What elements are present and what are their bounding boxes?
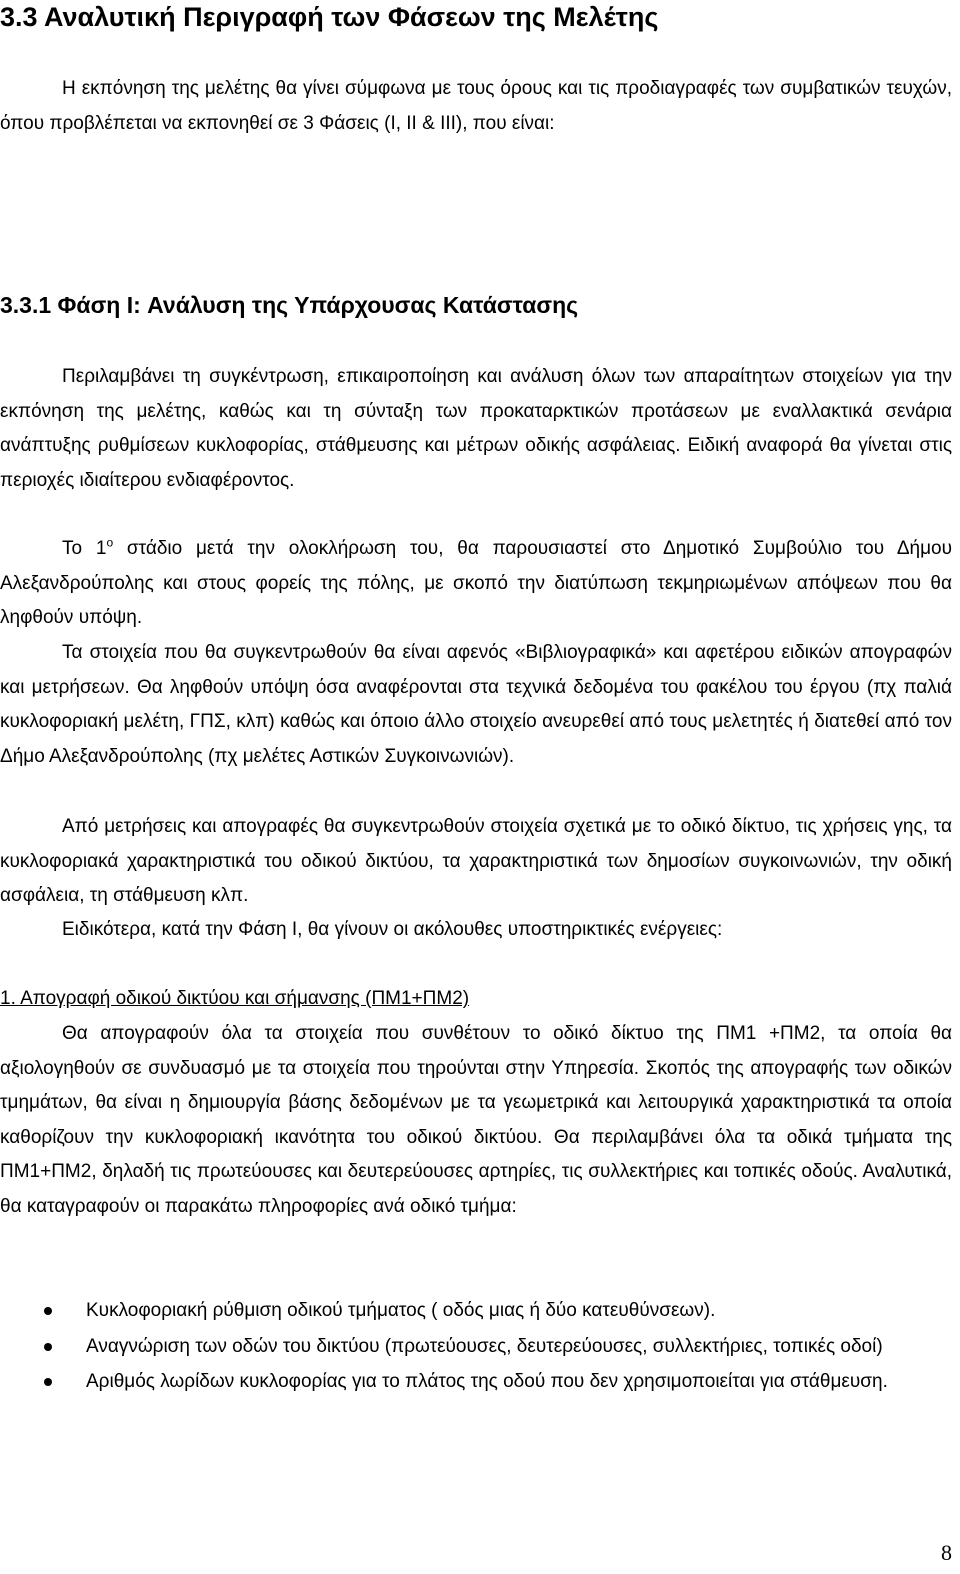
paragraph-5 — [0, 913, 952, 948]
bullet-dot-icon — [44, 1343, 52, 1351]
paragraph-2-start: Το 1 — [62, 538, 107, 559]
paragraph-4 — [0, 810, 952, 914]
paragraph-4-text: Από μετρήσεις και απογραφές θα συγκεντρωθούν στοιχεία σχετικά με το οδικό δίκτυο, τις χρήσεις γης, τα κυκλοφοριακά χαρακτηριστικά του οδικού δικτύου, τα χαρακτηριστικά των δημοσίων συγκοινωνιών, την οδική ασφάλεια, τη στάθμευση κλπ. — [0, 816, 952, 906]
superscript-o: ο — [106, 535, 114, 550]
bullet-dot-icon — [44, 1378, 52, 1386]
bullet-text: Αριθμός λωρίδων κυκλοφορίας για το πλάτος της οδού που δεν χρησιμοποιείται για στάθμευση. — [86, 1371, 888, 1392]
paragraph-6 — [0, 1017, 952, 1224]
bullet-item — [0, 1294, 952, 1329]
bullet-list — [0, 1294, 952, 1400]
paragraph-1 — [0, 360, 952, 498]
bullet-item — [0, 1365, 952, 1400]
paragraph-2-rest: στάδιο μετά την ολοκλήρωση του, θα παρουσιαστεί στο Δημοτικό Συμβούλιο του Δήμου Αλεξανδρούπολης και στους φορείς της πόλης, με σκοπό την διατύπωση τεκμηριωμένων απόψεων που θα ληφθούν υπόψη. — [0, 538, 953, 628]
paragraph-3 — [0, 636, 952, 774]
subsection-title: 3.3.1 Φάση I: Ανάλυση της Υπάρχουσας Κατάστασης — [0, 292, 579, 318]
intro-text: Η εκπόνηση της μελέτης θα γίνει σύμφωνα με τους όρους και τις προδιαγραφές των συμβατικών τευχών, όπου προβλέπεται να εκπονηθεί σε 3 Φάσεις (I, II & III), που είναι: — [0, 78, 952, 134]
item-1-heading: 1. Απογραφή οδικού δικτύου και σήμανσης (ΠΜ1+ΠΜ2) — [0, 988, 470, 1009]
bullet-item — [0, 1330, 952, 1365]
bullet-text: Αναγνώριση των οδών του δικτύου (πρωτεύουσες, δευτερεύουσες, συλλεκτήριες, τοπικές οδοί) — [86, 1335, 883, 1357]
paragraph-2 — [0, 532, 952, 636]
section-title: 3.3 Αναλυτική Περιγραφή των Φάσεων της Μελέτης — [0, 2, 659, 32]
paragraph-1-text: Περιλαμβάνει τη συγκέντρωση, επικαιροποίηση και ανάλυση όλων των απαραίτητων στοιχείων για την εκπόνηση της μελέτης, καθώς και τη σύνταξη των προκαταρκτικών προτάσεων με εναλλακτικά σενάρια ανάπτυξης ρυθμίσεων κυκλοφορίας, στάθμευσης και μέτρων οδικής ασφάλειας. Ειδική αναφορά θα γίνεται στις περιοχές ιδιαίτερου ενδιαφέροντος. — [0, 366, 952, 491]
page-number: 8 — [941, 1540, 952, 1565]
paragraph-6-text: Θα απογραφούν όλα τα στοιχεία που συνθέτουν το οδικό δίκτυο της ΠΜ1 +ΠΜ2, τα οποία θα αξιολογηθούν σε συνδυασμό με τα στοιχεία που τηρούνται στην Υπηρεσία. Σκοπός της απογραφής των οδικών τμημάτων, θα είναι η δημιουργία βάσης δεδομένων με τα γεωμετρικά και λειτουργικά χαρακτηριστικά τα οποία καθορίζουν την κυκλοφοριακή ικανότητα του οδικού δικτύου. Θα περιλαμβάνει όλα τα οδικά τμήματα της ΠΜ1+ΠΜ2, δηλαδή τις πρωτεύουσες και δευτερεύουσες αρτηρίες, τις συλλεκτήριες και τοπικές οδούς. Αναλυτικά, θα καταγραφούν οι παρακάτω πληροφορίες ανά οδικό τμήμα: — [0, 1023, 952, 1217]
bullet-dot-icon — [44, 1307, 52, 1315]
paragraph-3-text: Τα στοιχεία που θα συγκεντρωθούν θα είναι αφενός «Βιβλιογραφικά» και αφετέρου ειδικών απογραφών και μετρήσεων. Θα ληφθούν υπόψη όσα αναφέρονται στα τεχνικά δεδομένα του φακέλου του έργου (πχ παλιά κυκλοφοριακή μελέτη, ΓΠΣ, κλπ) καθώς και όποιο άλλο στοιχείο ανευρεθεί από τους μελετητές ή διατεθεί από τον Δήμο Αλεξανδρούπολης (πχ μελέτες Αστικών Συγκοινωνιών). — [0, 642, 952, 767]
intro-paragraph — [0, 72, 952, 141]
paragraph-5-text: Ειδικότερα, κατά την Φάση Ι, θα γίνουν οι ακόλουθες υποστηρικτικές ενέργειες: — [62, 919, 723, 940]
bullet-text: Κυκλοφοριακή ρύθμιση οδικού τμήματος ( οδός μιας ή δύο κατευθύνσεων). — [86, 1300, 716, 1321]
